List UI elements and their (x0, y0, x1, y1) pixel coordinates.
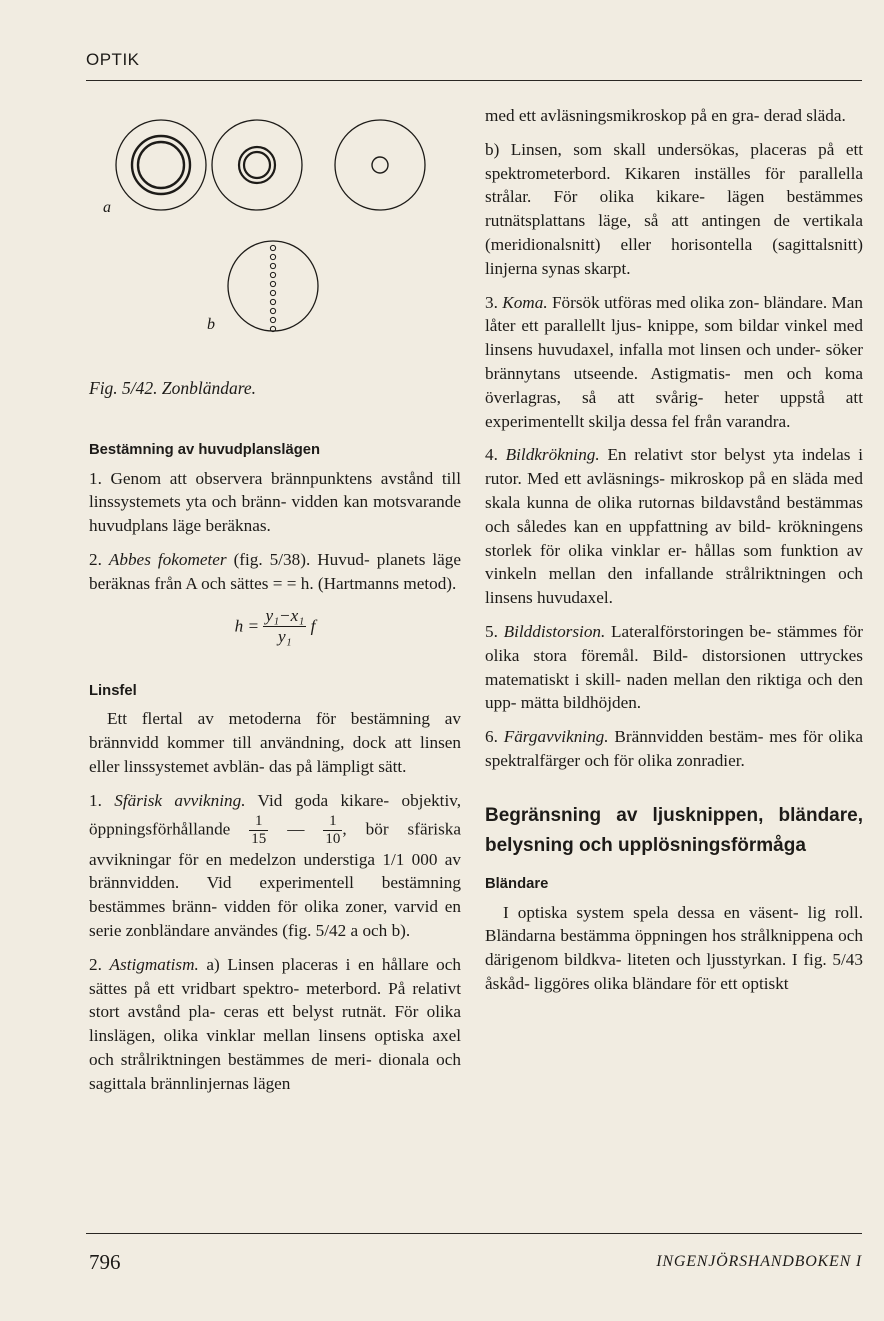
figure-label-a: a (103, 199, 111, 216)
formula-numerator: y₁−x₁ (265, 605, 305, 625)
formula-denominator: y₁ (278, 626, 292, 646)
paragraph-bilddistorsion (485, 620, 863, 715)
formula-lhs: h = (234, 616, 260, 636)
figure-label-b: b (207, 316, 215, 333)
term-sfarisk-avvikning: Sfärisk avvikning. (114, 790, 246, 810)
term-abbes-fokometer: Abbes fokometer (108, 549, 227, 569)
paragraph-bildkrokning (485, 443, 863, 610)
disk-a-3 (335, 120, 425, 210)
item-number: 2. (89, 954, 110, 974)
header-rule (86, 80, 862, 81)
paragraph-astigmatism (89, 953, 461, 1096)
paragraph-sfarisk-avvikning (89, 789, 461, 943)
paragraph-continuation: med ett avläsningsmikroskop på en gra- derad släda. (485, 106, 846, 125)
paragraph-text: Brännvidden bestäm- mes för olika spektralfärger och för olika zonradier. (485, 727, 863, 770)
section-title: Begränsning av ljusknippen, bländare, belysning och upplösningsförmåga (485, 804, 863, 856)
term-fargavvikning: Färgavvikning. (503, 727, 609, 747)
paragraph-text: , bör sfäriska avvikningar för en medelzon understiga 1/1 000 av brännvidden. Vid experimentell bestämning bestämmes bränn- vidden för olika zoner, varvid en serie zonbländare användes (fig. 5/42 a och b). (89, 819, 461, 940)
figure-caption: Fig. 5/42. Zonbländare. (89, 378, 257, 398)
item-number: 4. (485, 445, 506, 465)
paragraph-text: a) Linsen placeras i en hållare och sättes på ett vridbart spektro- meterbord. På relativt stort avstånd pla- ceras ett belyst rutnät. För olika linslägen, olika vinklar mellan linsens optiska axel och strålriktningen bestämmes de meri- dionala och sagittala brännlinjernas lägen (89, 954, 462, 1093)
heading-linsfel: Linsfel (89, 682, 137, 699)
term-koma: Koma. (502, 292, 548, 312)
paragraph-text: En relativt stor belyst yta indelas i rutor. Med ett avläsnings- mikroskop på en släda med skala kunna de olika rutornas bildavstånd bestämmas och således kan en uppfattning av bild- krökningens storlek för olika vinklar er- hållas som funktion av vinkeln mellan den infallande strålriktningen och linsens huvudaxel. (485, 445, 863, 608)
book-title: INGENJÖRSHANDBOKEN I (656, 1253, 862, 1270)
fraction-1-15 (249, 813, 268, 848)
paragraph-huvudplan-2 (89, 548, 461, 596)
paragraph-linsfel: Ett flertal av metoderna för bestämning av brännvidd kommer till användning, dock att linsen eller linssystemet avblän- das på lämpligt sätt. (89, 709, 461, 776)
fraction-1-10 (323, 813, 342, 848)
item-number: 5. (485, 621, 504, 641)
item-number: 1. (89, 790, 115, 810)
disk-a-2 (212, 120, 302, 210)
zone-diaphragm-drawing (89, 108, 461, 373)
paragraph-blandare: I optiska system spela dessa en väsent- lig roll. Bländarna bestämma öppningen hos strålknippena och därigenom bildkva- liteten och ljusstyrkan. I fig. 5/43 åskåd- liggöres olika bländare för ett optiskt (485, 902, 863, 993)
heading-blandare: Bländare (485, 875, 549, 892)
disk-a-1 (116, 120, 206, 210)
fraction-denominator: 10 (325, 830, 341, 847)
formula-fraction (263, 606, 306, 647)
disk-b-holes (270, 245, 275, 331)
item-number: 2. (89, 549, 109, 569)
fraction-numerator: 1 (249, 813, 268, 831)
fraction-denominator: 15 (251, 830, 267, 847)
disk-a-1-zone-outer (132, 136, 190, 194)
running-head: OPTIK (86, 50, 140, 69)
hartmann-formula (89, 606, 461, 662)
paragraph-text: Försök utföras med olika zon- bländare. Man låter ett parallellt ljus- knippe, som bildar vinkel med linsens huvudaxel, infalla mot linsen och under- söker brännytans utseende. Astigmatis- men och koma överlagras, så att svårig- heter uppstå att experimentellt skilja dessa fel från varandra. (485, 292, 864, 431)
fraction-numerator: 1 (323, 813, 342, 831)
paragraph-text: Vid goda kikare- objektiv, öppningsförhållande (89, 790, 462, 839)
zone-diaphragm-figure (89, 108, 461, 373)
disk-a-1-zone-inner (138, 142, 184, 188)
paragraph-huvudplan-1: 1. Genom att observera brännpunktens avstånd till linssystemets yta och bränn- vidden kan motsvarande huvudplans läge beräknas. (89, 468, 461, 536)
page-number: 796 (89, 1250, 121, 1274)
paragraph-koma (485, 291, 863, 434)
fraction-dash: — (268, 819, 324, 839)
paragraph-text: Lateralförstoringen be- stämmes för olika stora föremål. Bild- distorsionen uttryckes matematiskt i skill- naden mellan den riktiga och den upp- mätta bildhöjden. (485, 621, 863, 713)
paragraph-astigmatism-b: b) Linsen, som skall undersökas, placeras på ett spektrometerbord. Kikaren inställes för parallella strålar. För olika kikare- lägen bestämmes rutnätsplattans läge, så att antingen de vertikala (meridionalsnitt) eller horisontella (sagittalsnitt) linjerna synas skarpt. (485, 139, 863, 278)
term-bildkrokning: Bildkrökning. (505, 445, 600, 465)
item-number: 6. (485, 727, 504, 747)
item-number: 3. (485, 292, 503, 312)
disk-a-3-zone (372, 157, 388, 173)
disk-a-2-zone-inner (244, 152, 270, 178)
paragraph-text: (fig. 5/38). Huvud- planets läge beräknas från A och sättes = = h. (Hartmanns metod). (89, 549, 462, 593)
term-astigmatism: Astigmatism. (109, 954, 199, 974)
left-column (89, 104, 461, 1106)
term-bilddistorsion: Bilddistorsion. (503, 621, 606, 641)
footer-rule (86, 1233, 862, 1234)
heading-huvudplan: Bestämning av huvudplanslägen (89, 441, 321, 458)
formula-f: f (310, 616, 316, 636)
paragraph-fargavvikning (485, 725, 863, 773)
right-column (485, 104, 863, 1006)
